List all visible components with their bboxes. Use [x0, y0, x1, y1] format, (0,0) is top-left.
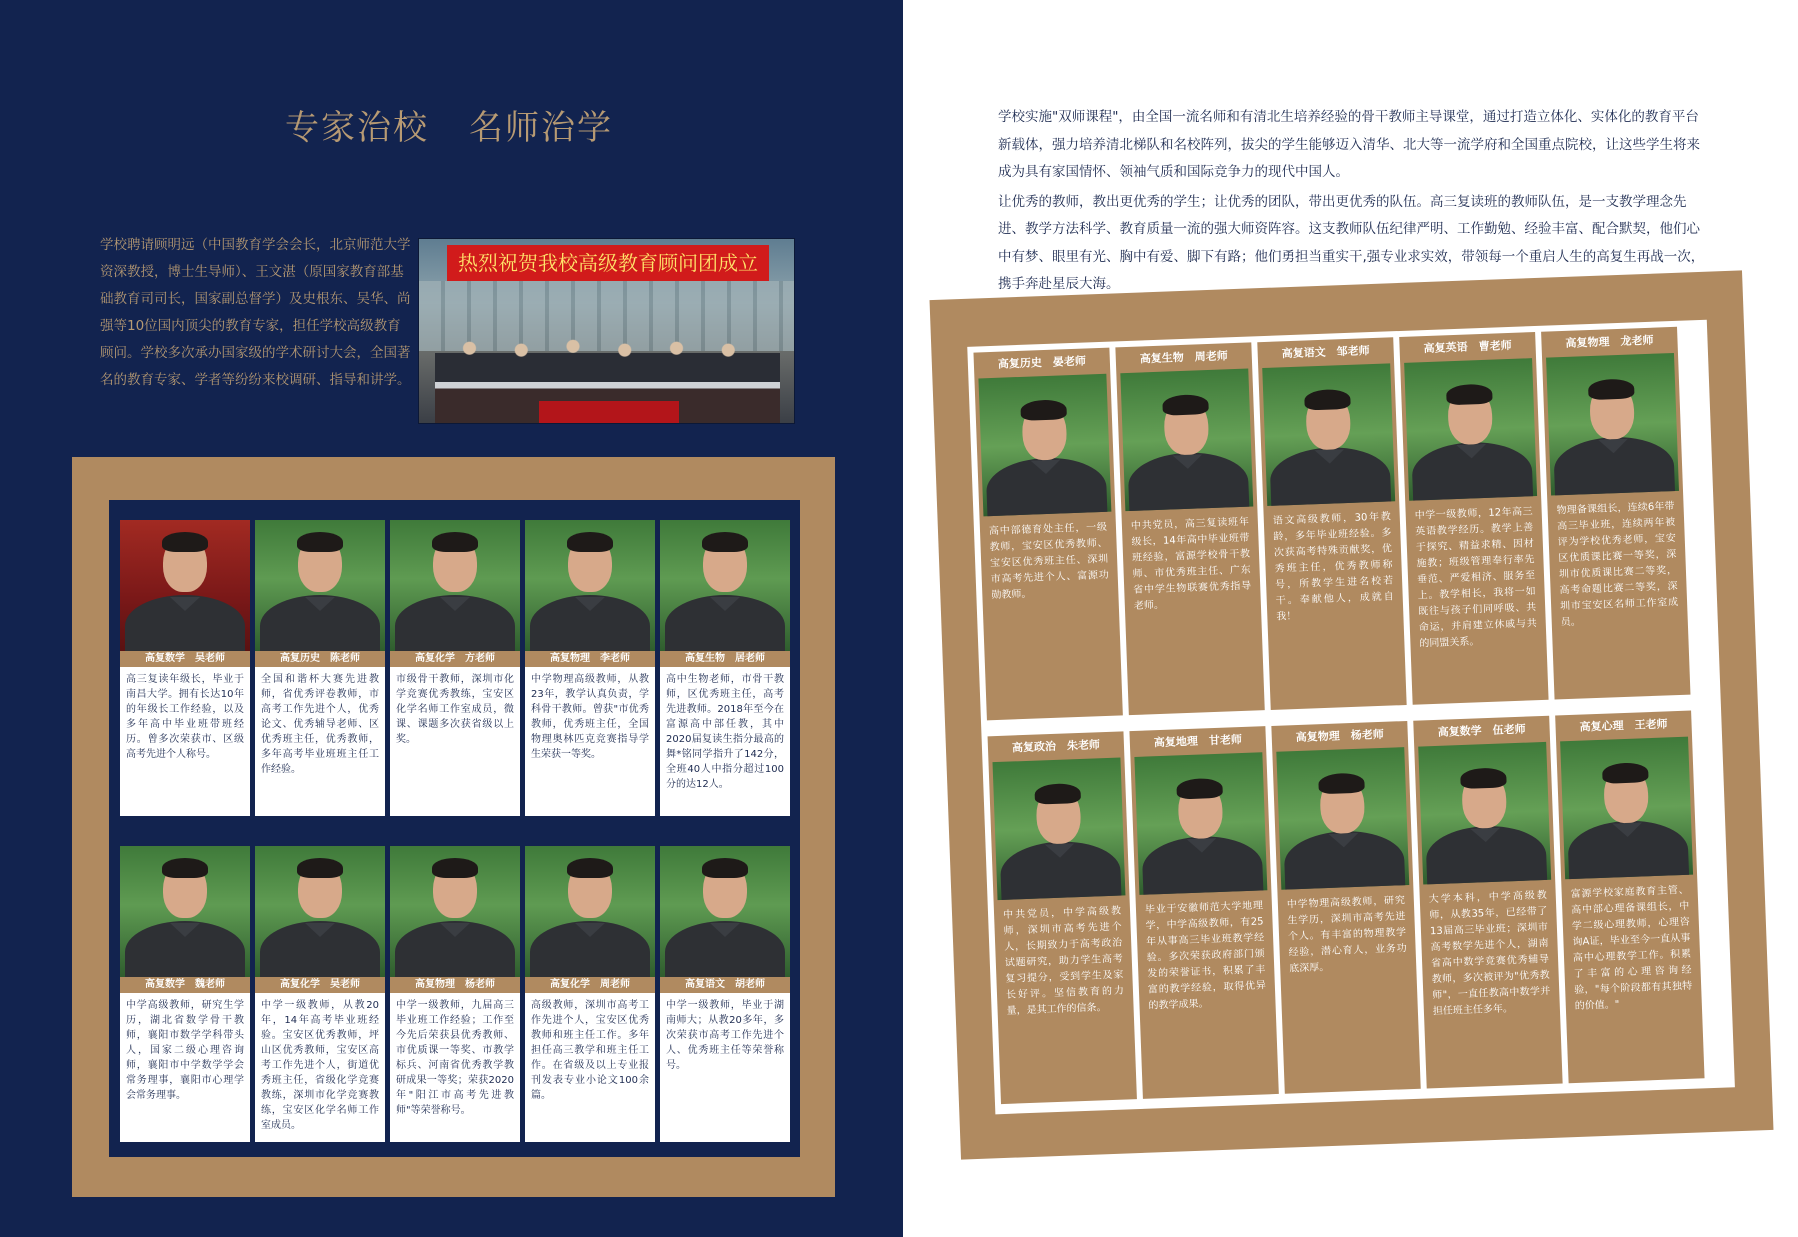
- teacher-caption: 高复物理 杨老师: [1295, 727, 1384, 745]
- teacher-card: [525, 846, 655, 1142]
- teacher-photo: [255, 846, 385, 977]
- teacher-description: 中共党员，高三复读班年级长，14年高中毕业班带班经验，富源学校骨干教师、市优秀班主任、广东省中学生物联赛优秀指导老师。: [1130, 516, 1252, 612]
- ceremony-banner-text: 热烈祝贺我校高级教育顾问团成立: [447, 245, 769, 281]
- teacher-caption: 高复物理 李老师: [525, 651, 655, 667]
- intro-paragraph-2: 让优秀的教师，教出更优秀的学生；让优秀的团队，带出更优秀的队伍。高三复读班的教师队伍，是一支教学理念先进、教学方法科学、教育质量一流的强大师资阵容。这支教师队伍纪律严明、工作勤勉、经验丰富、配合默契，他们心中有梦、眼里有光、胸中有爱、脚下有路；他们勇担当重实干,强专业求实效，带领每一个重启人生的高复生再战一次，携手奔赴星辰大海。: [998, 193, 1705, 292]
- teacher-description: 市级骨干教师，深圳市化学竞赛优秀教练，宝安区化学名师工作室成员，微课、课题多次获省级以上奖。: [396, 674, 514, 745]
- left-teacher-grid: [120, 520, 790, 1142]
- teacher-photo: [390, 846, 520, 977]
- right-teacher-board: [930, 270, 1774, 1159]
- teacher-photo: [660, 520, 790, 651]
- teacher-card: [390, 520, 520, 816]
- teacher-description: 中学一级教师，12年高三英语教学经历。教学上善于探究、精益求精、因材施教；班级管理奉行率先垂范、严爱相济、服务至上。教学相长，我将一如既往与孩子们同呼吸、共命运，并肩建立休戚与共的同盟关系。: [1414, 506, 1537, 650]
- teacher-caption: 高复心理 王老师: [1579, 717, 1668, 734]
- teacher-card: [255, 846, 385, 1142]
- teacher-caption: 高复地理 甘老师: [1153, 733, 1243, 750]
- teacher-card: [660, 520, 790, 816]
- teacher-caption: 高复物理 龙老师: [1565, 333, 1654, 350]
- teacher-card: [120, 846, 250, 1142]
- teacher-photo: [1276, 747, 1409, 890]
- teacher-description: 高中部德育处主任，一级教师，宝安区优秀教师、宝安区优秀班主任、深圳市高考先进个人、富源功勋教师。: [988, 521, 1109, 602]
- right-teacher-grid: [967, 320, 1735, 1115]
- teacher-card: [255, 520, 385, 816]
- teacher-caption: 高复英语 曹老师: [1423, 338, 1512, 356]
- teacher-photo: [1134, 752, 1267, 895]
- photo-red-carpet: [539, 401, 679, 423]
- teacher-description: 中学物理高级教师，研究生学历，深圳市高考先进个人。有丰富的物理教学经验，潜心育人，业务功底深厚。: [1286, 895, 1407, 975]
- teacher-description: 高中生物老师，市骨干教师，区优秀班主任，高考先进教师。2018年至今在富源高中部任教，其中2020届复读生指分最高的舞*铭同学指升了142分，全班40人中指分超过100分的达12人。: [666, 674, 784, 790]
- teacher-photo: [255, 520, 385, 651]
- teacher-photo: [525, 846, 655, 977]
- teacher-description: 物理备课组长，连续6年带高三毕业班，连续两年被评为学校优秀老师，宝安区优质课比赛一等奖，深圳市优质课比赛二等奖，高考命题比赛二等奖，深圳市宝安区名师工作室成员。: [1556, 501, 1679, 629]
- teacher-card: [1129, 726, 1278, 1099]
- teacher-description: 大学本科，中学高级教师，从教35年，已经带了13届高三毕业班；深圳市高考数学先进个人，湖南省高中数学竞赛优秀辅导教师，多次被评为"优秀教师"，一直任教高中数学并担任班主任多年。: [1428, 889, 1551, 1018]
- teacher-caption: 高复化学 方老师: [390, 651, 520, 667]
- teacher-card: [988, 731, 1137, 1104]
- teacher-description: 中共党员，中学高级教师，深圳市高考先进个人，长期致力于高考政治试题研究，助力学生高考复习提分，受到学生及家长好评。坚信教育的力量，是其工作的信条。: [1002, 905, 1125, 1017]
- teacher-card: [1115, 342, 1264, 715]
- teacher-photo: [660, 846, 790, 977]
- teacher-card: [973, 348, 1122, 721]
- teacher-description: 中学一级教师，从教20年，14年高考毕业班经验。宝安区优秀教师，坪山区优秀教师，宝安区高考工作先进个人，街道优秀班主任，省级化学竞赛教练，深圳市化学竞赛教练，宝安区化学名师工作室成员。: [261, 1000, 379, 1131]
- teacher-card: [120, 520, 250, 816]
- teacher-photo: [1560, 737, 1693, 880]
- teacher-photo: [120, 846, 250, 977]
- teacher-photo: [1418, 742, 1551, 885]
- title-part-1: 专家治校: [285, 108, 429, 148]
- teacher-caption: 高复化学 周老师: [525, 977, 655, 993]
- teacher-description: 语文高级教师，30年教龄，多年毕业班经验。多次获高考特殊贡献奖，优秀班主任，优秀教师称号，所教学生进名校若干。奉献他人，成就自我！: [1272, 511, 1394, 623]
- ceremony-group-photo: [418, 238, 795, 424]
- teacher-photo: [1120, 369, 1253, 512]
- teacher-caption: 高复历史 陈老师: [255, 651, 385, 667]
- teacher-caption: 高复生物 周老师: [1139, 349, 1228, 366]
- teacher-card: [660, 846, 790, 1142]
- teacher-card: [1555, 711, 1704, 1084]
- right-intro-text: [998, 104, 1710, 301]
- teacher-card: [1413, 716, 1562, 1089]
- teacher-card: [1257, 337, 1406, 710]
- teacher-caption: 高复数学 伍老师: [1437, 722, 1526, 739]
- teacher-description: 高三复读年级长，毕业于南昌大学。拥有长达10年的年级长工作经验，以及多年高中毕业班带班经历。曾多次荣获市、区级高考先进个人称号。: [126, 674, 244, 760]
- teacher-caption: 高复语文 胡老师: [660, 977, 790, 993]
- teacher-photo: [1262, 363, 1395, 506]
- title-part-2: 名师治学: [469, 108, 613, 148]
- teacher-caption: 高复物理 杨老师: [390, 977, 520, 993]
- teacher-description: 中学一级教师，九届高三毕业班工作经验；工作至今先后荣获县优秀教师、市优质课一等奖、市教学标兵、河南省优秀教学教研成果一等奖；荣获2020年"阳江市高考先进教师"等荣誉称号。: [396, 1000, 514, 1116]
- teacher-card: [390, 846, 520, 1142]
- teacher-photo: [1546, 353, 1679, 496]
- teacher-photo: [1404, 358, 1537, 501]
- teacher-card: [1541, 327, 1690, 700]
- teacher-caption: 高复语文 邹老师: [1281, 344, 1370, 361]
- teacher-description: 中学一级教师，毕业于湖南师大；从教20多年，多次荣获市高考工作先进个人、优秀班主任等荣誉称号。: [666, 1000, 784, 1071]
- teacher-description: 中学物理高级教师，从教23年，教学认真负责，学科骨干教师。曾获"市优秀教师，优秀班主任，全国物理奥林匹克竞赛指导学生荣获一等奖。: [531, 674, 649, 760]
- teacher-caption: 高复历史 晏老师: [997, 354, 1087, 371]
- teacher-card: [525, 520, 655, 816]
- teacher-description: 全国和谐杯大赛先进教师，省优秀评卷教师，市高考工作先进个人，优秀论文、优秀辅导老师、区优秀班主任，优秀教师，多年高考毕业班班主任工作经验。: [261, 674, 379, 775]
- teacher-caption: 高复化学 吴老师: [255, 977, 385, 993]
- teacher-photo: [978, 374, 1111, 517]
- teacher-caption: 高复数学 吴老师: [120, 651, 250, 667]
- page-title: [285, 100, 653, 149]
- teacher-photo: [390, 520, 520, 651]
- teacher-caption: 高复数学 魏老师: [120, 977, 250, 993]
- teacher-caption: 高复政治 朱老师: [1011, 738, 1101, 755]
- teacher-description: 富源学校家庭教育主管、高中部心理备课组长，中学二级心理教师，心理咨询A证，毕业至今一直从事高中心理教学工作。积累了丰富的心理咨询经验，"每个阶段都有其独特的价值。": [1570, 884, 1693, 1013]
- teacher-description: 中学高级教师，研究生学历，湖北省数学骨干教师，襄阳市数学学科带头人，国家二级心理咨询师，襄阳市中学数学学会常务理事，襄阳市心理学会常务理事。: [126, 1000, 244, 1101]
- teacher-description: 毕业于安徽师范大学地理学，中学高级教师，有25年从事高三毕业班教学经验。多次荣获政府部门颁发的荣誉证书，积累了丰富的教学经验，取得优异的教学成果。: [1144, 900, 1267, 1012]
- teacher-caption: 高复生物 居老师: [660, 651, 790, 667]
- intro-paragraph-1: 学校实施"双师课程"，由全国一流名师和有清北生培养经验的骨干教师主导课堂，通过打造立体化、实体化的教育平台新载体，强力培养清北梯队和名校阵列，拔尖的学生能够迈入清华、北大等一流学府和全国重点院校，让这些学生将来成为具有家国情怀、领袖气质和国际竞争力的现代中国人。: [998, 109, 1700, 180]
- teacher-photo: [120, 520, 250, 651]
- teacher-card: [1399, 332, 1548, 705]
- teacher-description: 高级教师，深圳市高考工作先进个人，宝安区优秀教师和班主任工作。多年担任高三教学和班主任工作。在省级及以上专业报刊发表专业小论文100余篇。: [531, 1000, 649, 1101]
- teacher-photo: [525, 520, 655, 651]
- teacher-card: [1271, 721, 1420, 1094]
- intro-paragraph: 学校聘请顾明远（中国教育学会会长，北京师范大学资深教授，博士生导师）、王文湛（原国家教育部基础教育司司长，国家副总督学）及史根东、吴华、尚强等10位国内顶尖的教育专家，担任学校高级教育顾问。学校多次承办国家级的学术研讨大会，全国著名的教育专家、学者等纷纷来校调研、指导和讲学。: [100, 237, 411, 388]
- teacher-photo: [992, 757, 1125, 900]
